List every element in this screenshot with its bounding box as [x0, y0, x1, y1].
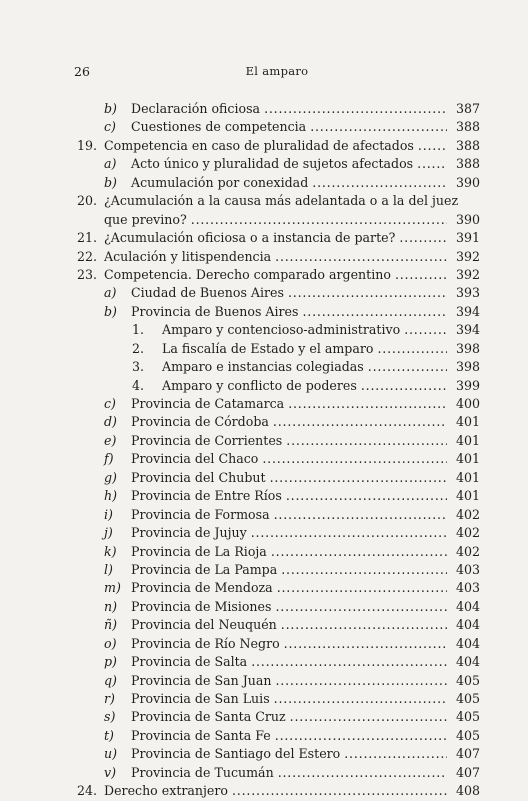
toc-entry-letter: v) [104, 764, 117, 780]
toc-entry-page: 388 [455, 156, 480, 172]
dot-leader [361, 377, 447, 395]
toc-entry-title: Acto único y pluralidad de sujetos afectados [131, 156, 414, 172]
toc-entry-body [131, 579, 480, 597]
toc-entry-letter: e) [104, 432, 117, 448]
toc-entry-title: Provincia de Tucumán [131, 764, 274, 780]
dot-leader [399, 229, 447, 247]
toc-entry-body [104, 266, 480, 284]
toc-entry-body [162, 321, 480, 339]
toc-entry-number: 23. [76, 266, 97, 282]
toc-entry [74, 377, 480, 395]
toc-entry [74, 118, 480, 136]
toc-entry-body [131, 561, 480, 579]
toc-entry [74, 543, 480, 561]
toc-entry-letter: f) [104, 451, 114, 467]
toc-entry [74, 487, 480, 505]
toc-entry [74, 469, 480, 487]
toc-entry [74, 211, 480, 229]
toc-entry-subnumber: 1. [132, 322, 145, 338]
toc-entry-page: 388 [455, 137, 480, 153]
toc-entry-body [131, 155, 480, 173]
toc-entry-title: Provincia de Río Negro [131, 635, 280, 651]
toc-entry-title: Provincia de Formosa [131, 506, 270, 522]
toc-entry-letter: o) [104, 635, 117, 651]
toc-entry [74, 524, 480, 542]
toc-entry-title: que previno? [104, 211, 187, 227]
toc-entry [74, 782, 480, 800]
toc-entry-title: Provincia de Catamarca [131, 396, 285, 411]
toc-entry-title: Amparo y conflicto de poderes [162, 377, 357, 393]
toc-entry-page: 405 [455, 691, 480, 706]
toc-entry [74, 100, 480, 118]
toc-entry-title: ¿Acumulación a la causa más adelantada o a la del juez [104, 193, 459, 209]
toc-entry-title: Provincia de La Pampa [131, 561, 278, 577]
page-number: 26 [74, 64, 90, 79]
toc-entry-title: Amparo y contencioso-administrativo [162, 322, 401, 338]
toc-entry-title: Provincia de La Rioja [131, 543, 267, 559]
dot-leader [281, 561, 447, 579]
dot-leader [288, 395, 447, 413]
dot-leader [275, 727, 447, 745]
toc-entry-subnumber: 3. [132, 359, 145, 375]
toc-entry-title: La fiscalía de Estado y el amparo [162, 340, 374, 356]
dot-leader [274, 690, 447, 708]
dot-leader [344, 745, 447, 763]
toc-entry-body [131, 745, 480, 763]
dot-leader [395, 266, 447, 284]
toc-entry-page: 399 [455, 377, 480, 393]
toc-entry-body [104, 192, 480, 210]
dot-leader [286, 487, 447, 505]
toc-entry-body [131, 432, 480, 450]
toc-entry-page: 401 [455, 432, 480, 448]
toc-entry-number: 19. [76, 137, 97, 153]
toc-entry-title: Provincia de Salta [131, 654, 248, 670]
toc-entry [74, 432, 480, 450]
toc-entry [74, 155, 480, 173]
toc-entry-title: Provincia de Córdoba [131, 414, 269, 430]
toc-entry-body [162, 358, 480, 376]
toc-entry-title: Provincia de Misiones [131, 598, 272, 614]
toc-entry-letter: d) [104, 414, 117, 430]
toc-entry-body [131, 598, 480, 616]
toc-entry [74, 321, 480, 339]
toc-entry [74, 764, 480, 782]
dot-leader [251, 653, 447, 671]
toc-entry-page: 401 [455, 488, 480, 504]
toc-entry-title: Provincia de Buenos Aires [131, 303, 299, 319]
dot-leader [264, 100, 447, 118]
dot-leader [275, 598, 447, 616]
dot-leader [290, 708, 447, 726]
toc-entry-page: 405 [455, 727, 480, 743]
toc-entry-number: 20. [76, 193, 97, 209]
toc-entry-title: Acumulación por conexidad [131, 174, 309, 190]
toc-entry [74, 395, 480, 413]
toc-entry-letter: m) [104, 580, 121, 596]
toc-entry [74, 137, 480, 155]
dot-leader [251, 524, 447, 542]
toc-entry-page: 407 [455, 764, 480, 780]
toc-entry [74, 303, 480, 321]
toc-entry-page: 392 [455, 248, 480, 264]
toc-entry-subnumber: 2. [132, 340, 145, 356]
toc-entry-page: 402 [455, 525, 480, 541]
toc-entry-letter: t) [104, 727, 114, 743]
toc-entry-title: Competencia. Derecho comparado argentino [104, 266, 391, 282]
toc-entry-page: 404 [455, 598, 480, 614]
toc-entry-letter: b) [104, 101, 117, 116]
toc-entry-title: Provincia del Chubut [131, 469, 266, 485]
toc-entry-body [131, 118, 480, 136]
toc-entry-page: 407 [455, 746, 480, 762]
toc-entry-body [131, 487, 480, 505]
toc-entry-letter: j) [104, 525, 113, 541]
toc-entry-page: 401 [455, 451, 480, 467]
toc-entry [74, 690, 480, 708]
toc-entry-title: Provincia del Neuquén [131, 617, 277, 633]
toc-entry-subnumber: 4. [132, 377, 145, 393]
toc-entry-letter: l) [104, 561, 113, 577]
toc-entry-page: 398 [455, 340, 480, 356]
toc-entry-body [131, 708, 480, 726]
toc-entry-page: 394 [455, 303, 480, 319]
toc-entry-page: 404 [455, 617, 480, 633]
dot-leader [302, 303, 447, 321]
toc-entry-letter: i) [104, 506, 113, 522]
toc-entry-page: 400 [455, 396, 480, 411]
toc-entry [74, 745, 480, 763]
toc-entry [74, 672, 480, 690]
toc-entry-page: 408 [455, 783, 480, 799]
toc-entry [74, 340, 480, 358]
toc-entry-page: 402 [455, 506, 480, 522]
toc-entry-number: 22. [76, 248, 97, 264]
toc-entry-letter: s) [104, 709, 116, 725]
toc-entry-title: ¿Acumulación oficiosa o a instancia de parte? [104, 230, 396, 246]
dot-leader [368, 358, 447, 376]
toc-entry-body [131, 469, 480, 487]
toc-entry [74, 635, 480, 653]
dot-leader [417, 155, 447, 173]
toc-entry [74, 561, 480, 579]
toc-entry-letter: g) [104, 469, 117, 485]
toc-entry-title: Ciudad de Buenos Aires [131, 285, 284, 301]
toc-entry-letter: p) [104, 654, 117, 670]
toc-entry [74, 579, 480, 597]
toc-entry-letter: c) [104, 396, 116, 411]
toc-entry [74, 413, 480, 431]
dot-leader [284, 635, 447, 653]
toc-entry [74, 598, 480, 616]
toc-entry-title: Provincia de Jujuy [131, 525, 247, 541]
toc-entry-title: Provincia de Mendoza [131, 580, 273, 596]
toc-entry-page: 392 [455, 266, 480, 282]
toc-entry-body [104, 229, 480, 247]
toc-entry-title: Provincia de San Luis [131, 691, 270, 706]
toc-entry-page: 388 [455, 119, 480, 135]
toc-entry-page: 390 [455, 174, 480, 190]
toc-entry-page: 398 [455, 359, 480, 375]
toc-entry-page: 387 [455, 101, 480, 116]
dot-leader [377, 340, 447, 358]
dot-leader [278, 764, 447, 782]
dot-leader [273, 413, 447, 431]
toc-entry-letter: k) [104, 543, 117, 559]
page-header [74, 64, 480, 80]
toc-entry [74, 266, 480, 284]
toc-entry-body [162, 377, 480, 395]
toc-entry-body [131, 616, 480, 634]
toc-entry-body [104, 248, 480, 266]
toc-entry-body [131, 764, 480, 782]
toc-entry [74, 358, 480, 376]
dot-leader [275, 248, 447, 266]
toc-entry [74, 616, 480, 634]
toc-entry [74, 506, 480, 524]
dot-leader [288, 284, 447, 302]
dot-leader [232, 782, 447, 800]
toc-entry-body [131, 450, 480, 468]
toc-entry-title: Provincia de San Juan [131, 672, 272, 688]
toc-entry-page: 404 [455, 635, 480, 651]
toc-entry-body [131, 303, 480, 321]
toc-entry-body [131, 672, 480, 690]
toc-entry-letter: b) [104, 174, 117, 190]
toc-entry-title: Provincia de Corrientes [131, 432, 283, 448]
toc-entry [74, 727, 480, 745]
toc-entry-page: 391 [455, 230, 480, 246]
toc-entry-body [131, 727, 480, 745]
toc-entry-page: 404 [455, 654, 480, 670]
dot-leader [281, 616, 447, 634]
dot-leader [271, 543, 447, 561]
dot-leader [262, 450, 447, 468]
toc-entry-body [131, 543, 480, 561]
toc-entry-page: 401 [455, 414, 480, 430]
toc-entry-title: Competencia en caso de pluralidad de afectados [104, 137, 414, 153]
toc-entry-title: Provincia del Chaco [131, 451, 259, 467]
dot-leader [310, 118, 447, 136]
toc-entry-body [131, 284, 480, 302]
toc-entry [74, 708, 480, 726]
dot-leader [270, 469, 447, 487]
toc-entry-letter: c) [104, 119, 116, 135]
toc-entry-number: 21. [76, 230, 97, 246]
toc-entry-body [104, 137, 480, 155]
toc-entry-page: 402 [455, 543, 480, 559]
toc-entry-title: Cuestiones de competencia [131, 119, 307, 135]
toc-entry-letter: q) [104, 672, 117, 688]
toc-entry-page: 403 [455, 580, 480, 596]
table-of-contents [74, 100, 480, 801]
toc-entry [74, 174, 480, 192]
toc-entry-title: Amparo e instancias colegiadas [162, 359, 364, 375]
toc-entry-page: 405 [455, 709, 480, 725]
toc-entry [74, 284, 480, 302]
dot-leader [277, 579, 447, 597]
toc-entry-body [104, 211, 480, 229]
toc-entry [74, 192, 480, 210]
toc-entry-body [131, 653, 480, 671]
toc-entry-title: Declaración oficiosa [131, 101, 261, 116]
toc-entry-title: Provincia de Santa Cruz [131, 709, 286, 725]
toc-entry-title: Derecho extranjero [104, 783, 228, 799]
toc-entry [74, 450, 480, 468]
dot-leader [191, 211, 447, 229]
dot-leader [275, 672, 447, 690]
toc-entry-letter: r) [104, 691, 115, 706]
toc-entry-letter: a) [104, 156, 117, 172]
running-head: El amparo [245, 64, 309, 78]
toc-entry-body [131, 395, 480, 413]
toc-entry-letter: h) [104, 488, 118, 504]
dot-leader [404, 321, 447, 339]
toc-entry-body [131, 413, 480, 431]
toc-entry-page: 390 [455, 211, 480, 227]
toc-entry-page: 393 [455, 285, 480, 301]
toc-entry-body [131, 690, 480, 708]
toc-entry-page: 401 [455, 469, 480, 485]
dot-leader [312, 174, 447, 192]
dot-leader [286, 432, 447, 450]
toc-entry-letter: a) [104, 285, 117, 301]
toc-entry-number: 24. [76, 783, 97, 799]
toc-entry-body [131, 506, 480, 524]
toc-entry-body [131, 635, 480, 653]
toc-entry-title: Provincia de Entre Ríos [131, 488, 282, 504]
toc-entry-body [131, 524, 480, 542]
toc-entry-letter: u) [104, 746, 118, 762]
dot-leader [418, 137, 447, 155]
toc-entry-body [162, 340, 480, 358]
toc-entry-title: Provincia de Santa Fe [131, 727, 271, 743]
toc-entry-letter: ñ) [104, 617, 118, 633]
toc-entry-title: Provincia de Santiago del Estero [131, 746, 341, 762]
toc-entry-page: 394 [455, 322, 480, 338]
dot-leader [274, 506, 447, 524]
toc-entry-page: 405 [455, 672, 480, 688]
toc-entry-page: 403 [455, 561, 480, 577]
toc-entry [74, 229, 480, 247]
toc-entry-title: Aculación y litispendencia [104, 248, 272, 264]
toc-entry-body [131, 100, 480, 118]
toc-entry-letter: b) [104, 303, 117, 319]
toc-entry [74, 653, 480, 671]
toc-entry [74, 248, 480, 266]
toc-entry-body [104, 782, 480, 800]
toc-entry-letter: n) [104, 598, 118, 614]
toc-entry-body [131, 174, 480, 192]
